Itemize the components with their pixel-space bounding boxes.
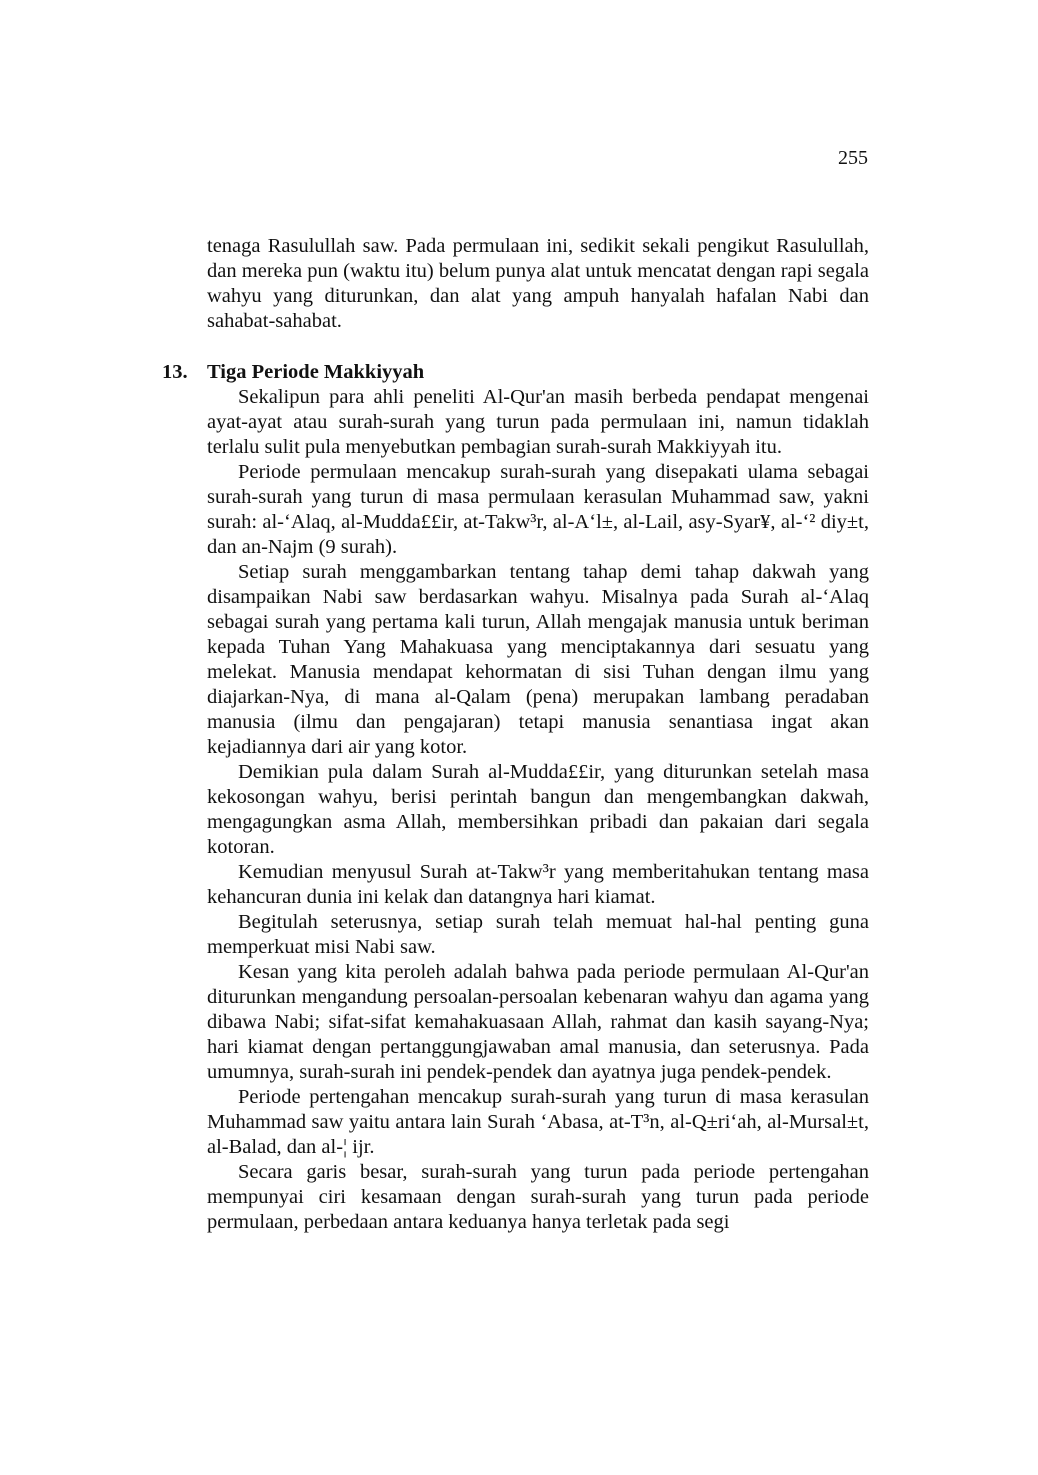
paragraph: Kesan yang kita peroleh adalah bahwa pada periode permulaan Al-Qur'an diturunkan mengandung persoalan-persoalan kebenaran wahyu dan agama yang dibawa Nabi; sifat-sifat kemahakuasaan Allah, rahmat dan kasih sayang-Nya; hari kiamat dengan pertanggungjawaban amal manusia, dan seterusnya. Pada umumnya, surah-surah ini pendek-pendek dan ayatnya juga pendek-pendek. xyxy=(207,961,869,1083)
paragraph: Demikian pula dalam Surah al-Mudda££ir, yang diturunkan setelah masa kekosongan wahyu, berisi perintah bangun dan mengembangkan dakwah, mengagungkan asma Allah, membersihkan pribadi dan pakaian dari segala kotoran. xyxy=(207,761,869,858)
paragraph: Kemudian menyusul Surah at-Takw³r yang memberitahukan tentang masa kehancuran dunia ini kelak dan datangnya hari kiamat. xyxy=(207,861,869,908)
section-number: 13. xyxy=(162,361,188,383)
intro-paragraph-block xyxy=(207,234,869,334)
paragraph: Begitulah seterusnya, setiap surah telah memuat hal-hal penting guna memperkuat misi Nabi saw. xyxy=(207,911,869,958)
paragraph: Periode pertengahan mencakup surah-surah yang turun di masa kerasulan Muhammad saw yaitu antara lain Surah ‘Abasa, at-T³n, al-Q±ri‘ah, al-Mursal±t, al-Balad, dan al-¦ ijr. xyxy=(207,1086,869,1158)
paragraph: Sekalipun para ahli peneliti Al-Qur'an masih berbeda pendapat mengenai ayat-ayat atau surah-surah yang turun pada permulaan ini, namun tidaklah terlalu sulit pula menyebutkan pembagian surah-surah Makkiyyah itu. xyxy=(207,386,869,458)
paragraph: Secara garis besar, surah-surah yang turun pada periode pertengahan mempunyai ciri kesamaan dengan surah-surah yang turun pada periode permulaan, perbedaan antara keduanya hanya terletak pada segi xyxy=(207,1161,869,1233)
section-title: Tiga Periode Makkiyyah xyxy=(207,361,425,383)
section-body xyxy=(207,385,869,1235)
section-heading xyxy=(162,360,869,385)
paragraph: Setiap surah menggambarkan tentang tahap demi tahap dakwah yang disampaikan Nabi saw berdasarkan wahyu. Misalnya pada Surah al-‘Alaq sebagai surah yang pertama kali turun, Allah mengajak manusia untuk beriman kepada Tuhan Yang Mahakuasa yang menciptakannya dari sesuatu yang melekat. Manusia mendapat kehormatan di sisi Tuhan dengan ilmu yang diajarkan-Nya, di mana al-Qalam (pena) merupakan lambang peradaban manusia (ilmu dan pengajaran) tetapi manusia senantiasa ingat akan kejadiannya dari air yang kotor. xyxy=(207,561,869,758)
page-number: 255 xyxy=(838,147,868,169)
paragraph: Periode permulaan mencakup surah-surah yang disepakati ulama sebagai surah-surah yang turun di masa permulaan kerasulan Muhammad saw, yakni surah: al-‘Alaq, al-Mudda££ir, at-Takw³r, al-A‘l±, al-Lail, asy-Syar¥, al-‘² diy±t, dan an-Najm (9 surah). xyxy=(207,461,869,558)
intro-paragraph: tenaga Rasulullah saw. Pada permulaan ini, sedikit sekali pengikut Rasulullah, dan mereka pun (waktu itu) belum punya alat untuk mencatat dengan rapi segala wahyu yang diturunkan, dan alat yang ampuh hanyalah hafalan Nabi dan sahabat-sahabat. xyxy=(207,235,869,332)
